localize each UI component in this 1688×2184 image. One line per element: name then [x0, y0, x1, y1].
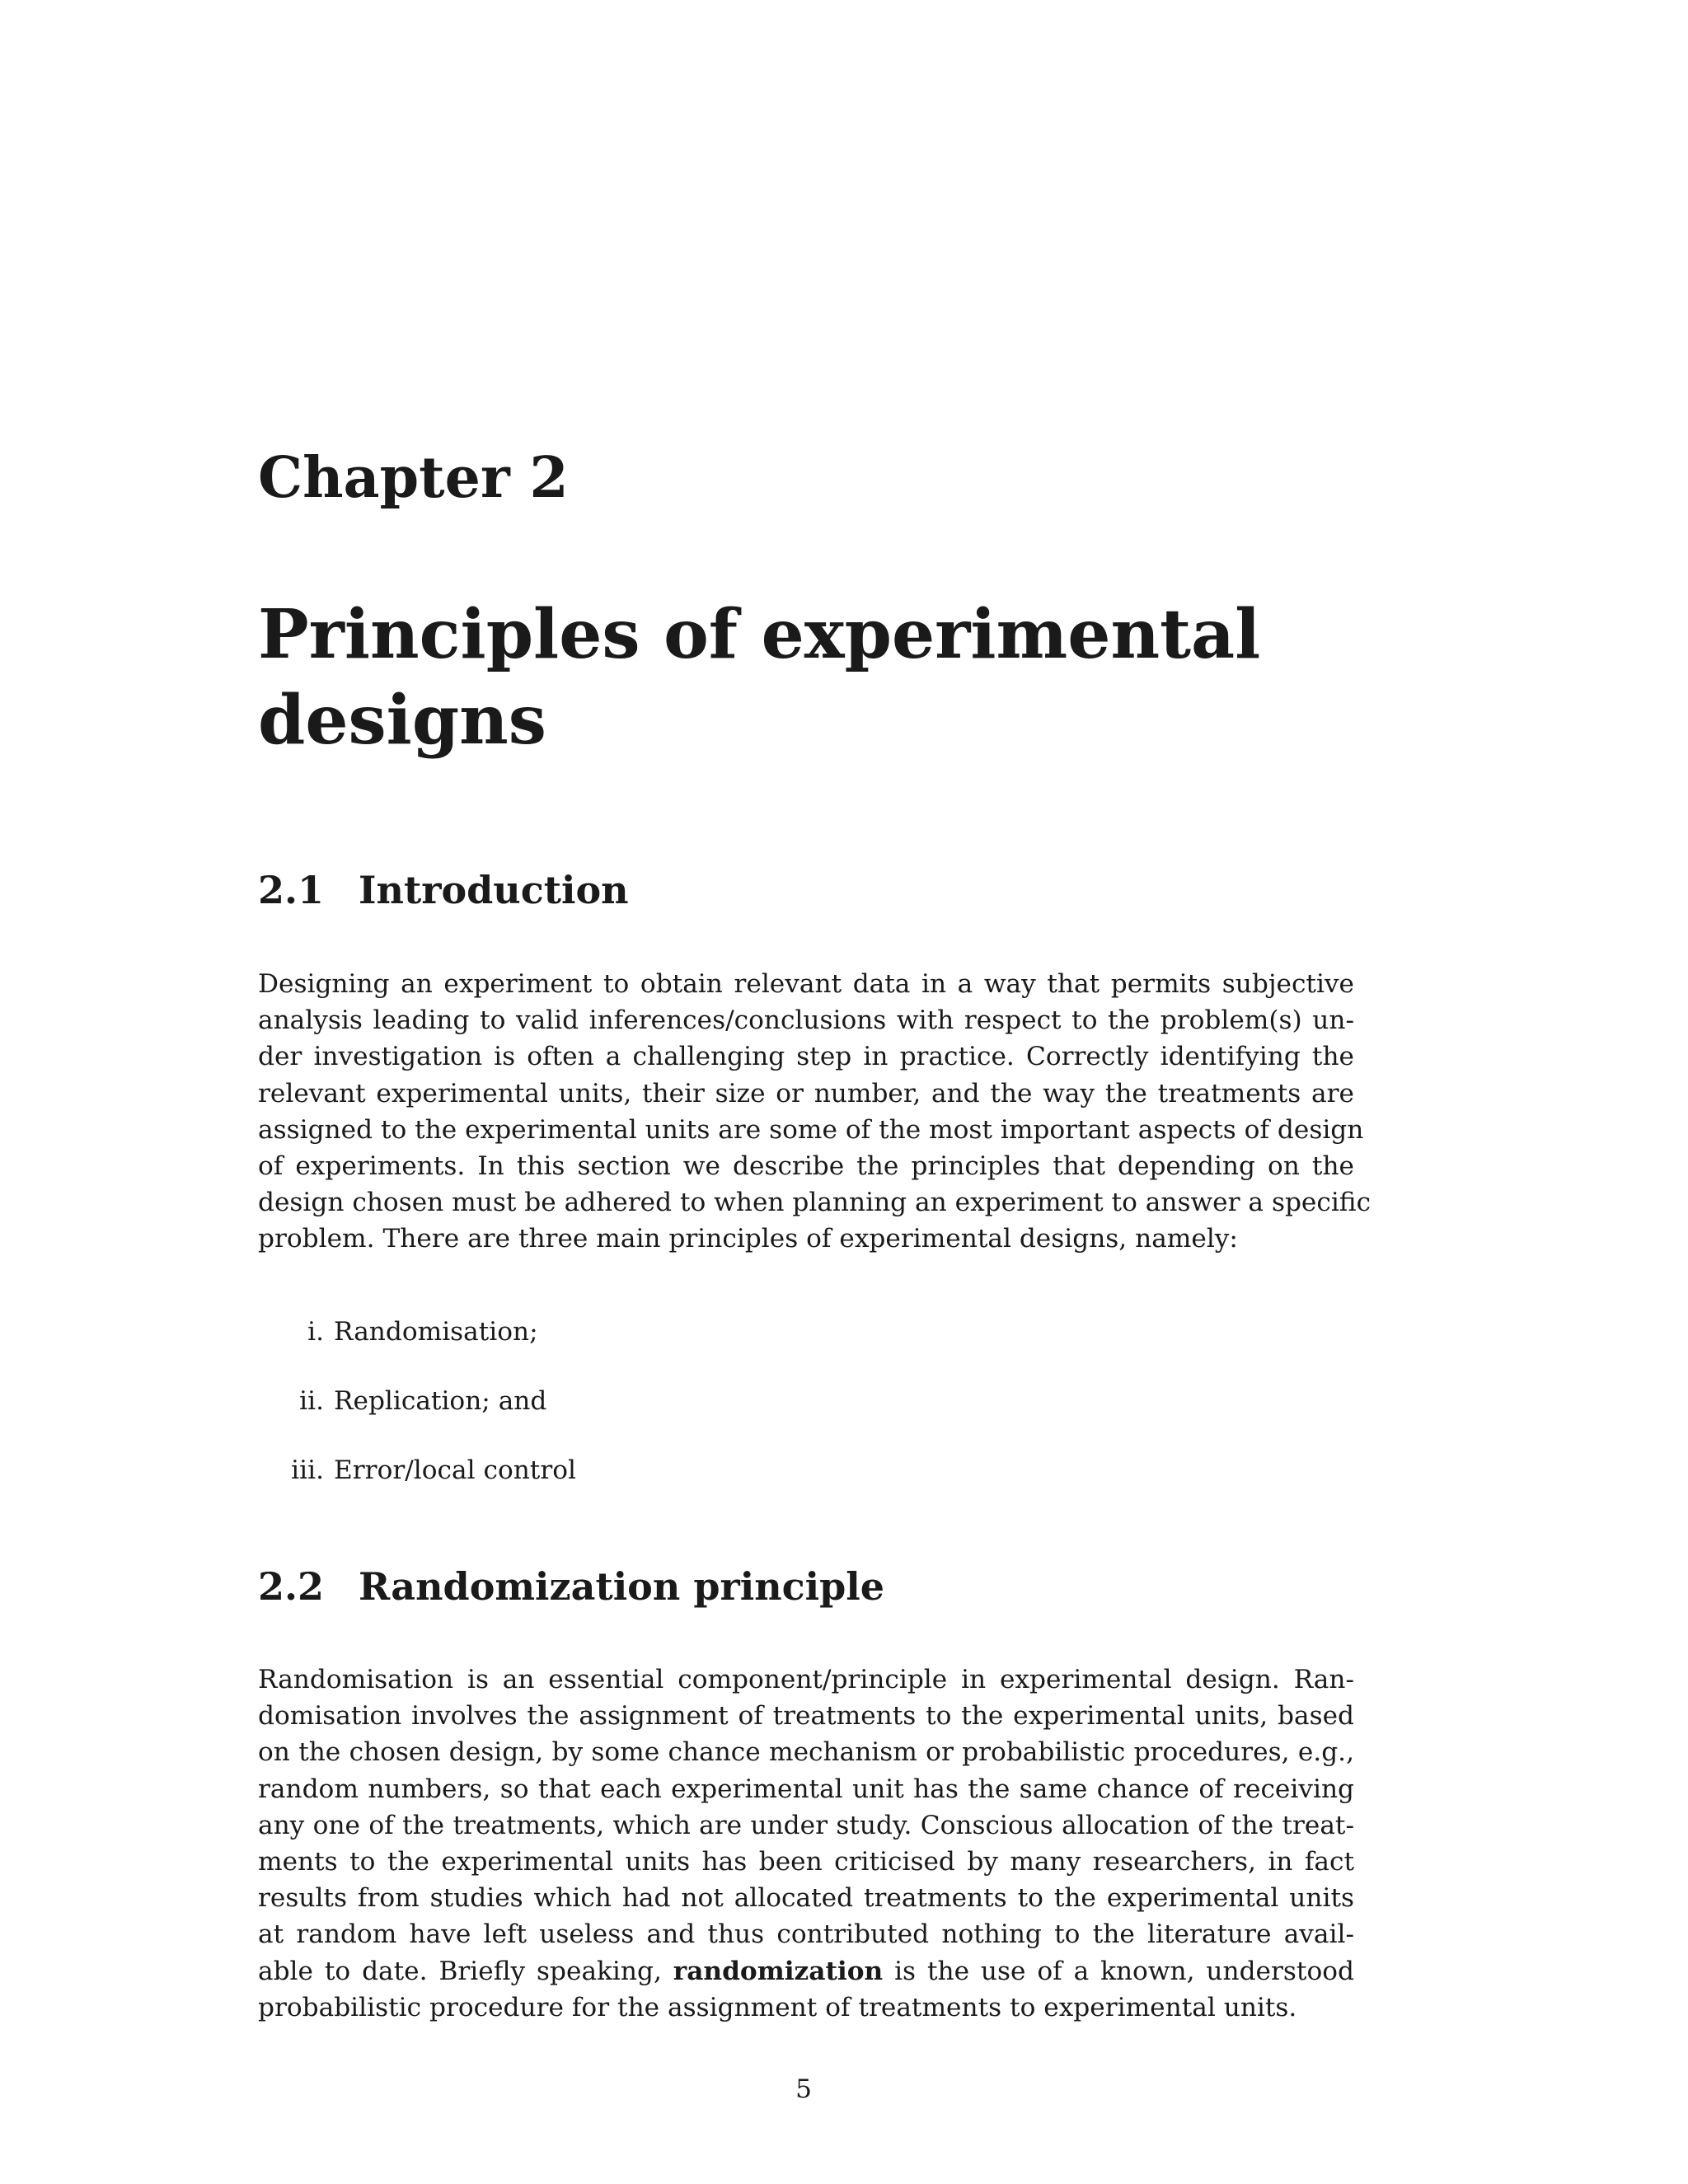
paragraph-line: analysis leading to valid inferences/conclusions with respect to the problem(s) un- — [258, 1005, 1354, 1036]
section-heading-randomization — [258, 1563, 884, 1610]
paragraph-line: of experiments. In this section we describe the principles that depending on the — [258, 1151, 1354, 1182]
paragraph-line: results from studies which had not allocated treatments to the experimental units — [258, 1883, 1354, 1914]
section-number: 2.2 — [258, 1564, 325, 1609]
chapter-title-line1: Principles of experimental — [258, 595, 1261, 674]
paragraph-line: assigned to the experimental units are some of the most important aspects of design — [258, 1114, 1364, 1145]
paragraph-line: design chosen must be adhered to when planning an experiment to answer a specific — [258, 1188, 1372, 1218]
section-number: 2.1 — [258, 868, 325, 912]
paragraph-line: any one of the treatments, which are under study. Conscious allocation of the treat- — [258, 1810, 1354, 1840]
line-text: able to date. Briefly speaking, — [258, 1956, 673, 1986]
introduction-paragraph — [258, 966, 1372, 1258]
section-title: Introduction — [359, 868, 629, 912]
section-heading-introduction — [258, 867, 629, 913]
chapter-title — [258, 592, 1453, 763]
chapter-title-line2: designs — [258, 681, 546, 760]
list-marker: iii. — [291, 1455, 324, 1485]
list-item — [258, 1315, 1082, 1385]
paragraph-line: at random have left useless and thus contributed nothing to the literature avail- — [258, 1919, 1354, 1950]
list-item — [258, 1385, 1082, 1454]
paragraph-line: domisation involves the assignment of treatments to the experimental units, based — [258, 1701, 1354, 1732]
paragraph-line: random numbers, so that each experimental unit has the same chance of receiving — [258, 1774, 1354, 1804]
list-marker: ii. — [299, 1386, 324, 1416]
principles-list — [258, 1315, 1082, 1523]
list-item-text: Randomisation; — [334, 1317, 538, 1347]
list-marker: i. — [307, 1317, 324, 1347]
paragraph-line — [258, 1953, 1354, 1990]
paragraph-line: der investigation is often a challenging step in practice. Correctly identifying the — [258, 1042, 1354, 1072]
randomization-paragraph — [258, 1661, 1354, 2026]
bold-term: randomization — [673, 1956, 884, 1986]
paragraph-line: problem. There are three main principles of experimental designs, namely: — [258, 1224, 1238, 1254]
section-title: Randomization principle — [359, 1564, 885, 1609]
paragraph-line: relevant experimental units, their size or number, and the way the treatments are — [258, 1078, 1354, 1108]
chapter-label: Chapter 2 — [258, 445, 569, 511]
list-item-text: Error/local control — [334, 1455, 576, 1485]
paragraph-line: Randomisation is an essential component/principle in experimental design. Ran- — [258, 1665, 1354, 1694]
line-text: is the use of a known, understood — [883, 1956, 1354, 1986]
paragraph-line: probabilistic procedure for the assignment of treatments to experimental units. — [258, 1992, 1297, 2022]
paragraph-line: Designing an experiment to obtain relevant data in a way that permits subjective — [258, 969, 1354, 999]
paragraph-line: on the chosen design, by some chance mechanism or probabilistic procedures, e.g., — [258, 1737, 1354, 1768]
list-item-text: Replication; and — [334, 1386, 547, 1416]
list-item — [258, 1454, 1082, 1523]
paragraph-line: ments to the experimental units has been criticised by many researchers, in fact — [258, 1847, 1354, 1877]
page-number: 5 — [795, 2074, 812, 2104]
